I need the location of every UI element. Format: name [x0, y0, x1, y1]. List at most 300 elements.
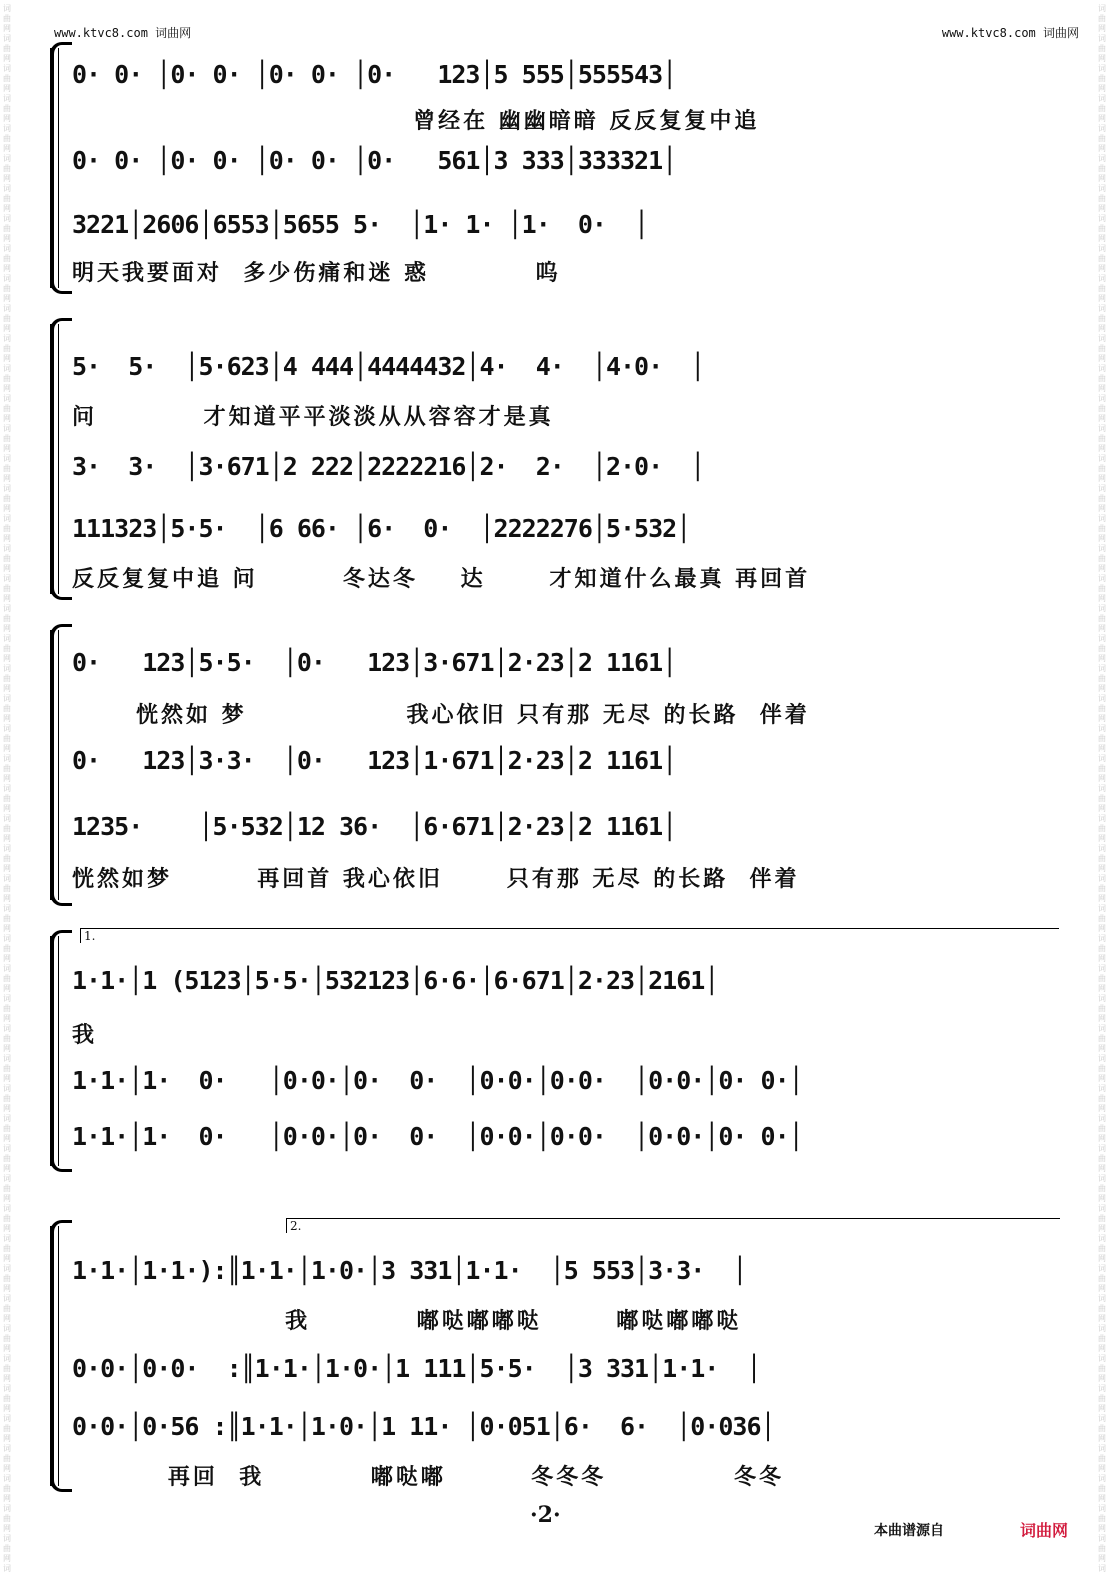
watermark-glyph: 网 [1098, 1224, 1106, 1233]
watermark-glyph: 网 [1098, 1494, 1106, 1503]
watermark-glyph: 词 [1098, 1024, 1106, 1033]
lyric-line: 明天我要面对 多少伤痛和迷 惑 呜 [72, 261, 561, 286]
watermark-glyph: 网 [1098, 1404, 1106, 1413]
watermark-glyph: 网 [1098, 1554, 1106, 1563]
watermark-glyph: 词 [3, 34, 11, 43]
watermark-glyph: 词 [3, 1564, 11, 1573]
watermark-glyph: 网 [1098, 354, 1106, 363]
watermark-glyph: 词 [3, 94, 11, 103]
watermark-glyph: 曲 [3, 764, 11, 773]
watermark-glyph: 网 [1098, 414, 1106, 423]
watermark-glyph: 曲 [1098, 884, 1106, 893]
watermark-glyph: 网 [1098, 24, 1106, 33]
watermark-glyph: 词 [3, 274, 11, 283]
watermark-glyph: 词 [3, 304, 11, 313]
watermark-glyph: 词 [3, 394, 11, 403]
watermark-glyph: 网 [1098, 1134, 1106, 1143]
watermark-glyph: 词 [3, 934, 11, 943]
watermark-glyph: 词 [1098, 634, 1106, 643]
watermark-glyph: 曲 [3, 1334, 11, 1343]
watermark-glyph: 词 [1098, 1294, 1106, 1303]
watermark-glyph: 曲 [3, 1004, 11, 1013]
watermark-glyph: 网 [3, 1494, 11, 1503]
watermark-glyph: 曲 [3, 1544, 11, 1553]
watermark-glyph: 词 [3, 1444, 11, 1453]
watermark-glyph: 词 [1098, 94, 1106, 103]
watermark-glyph: 网 [1098, 1524, 1106, 1533]
watermark-glyph: 词 [3, 4, 11, 13]
watermark-glyph: 网 [3, 714, 11, 723]
watermark-glyph: 曲 [3, 254, 11, 263]
watermark-glyph: 词 [3, 694, 11, 703]
watermark-glyph: 网 [3, 1104, 11, 1113]
watermark-glyph: 网 [3, 1194, 11, 1203]
watermark-glyph: 网 [3, 324, 11, 333]
score-system-1 [50, 44, 1060, 294]
watermark-glyph: 词 [3, 124, 11, 133]
lyric-line: 问 才知道平平淡淡从从容容才是真 [72, 405, 554, 430]
lyric-line: 恍然如 梦 我心依旧 只有那 无尽 的长路 伴着 [72, 703, 810, 728]
watermark-glyph: 词 [1098, 1414, 1106, 1423]
watermark-glyph: 曲 [1098, 1304, 1106, 1313]
watermark-glyph: 词 [1098, 1144, 1106, 1153]
watermark-glyph: 网 [1098, 744, 1106, 753]
watermark-glyph: 词 [1098, 724, 1106, 733]
watermark-glyph: 曲 [1098, 584, 1106, 593]
watermark-glyph: 网 [1098, 1104, 1106, 1113]
watermark-glyph: 词 [3, 574, 11, 583]
watermark-glyph: 词 [1098, 964, 1106, 973]
watermark-glyph: 词 [1098, 904, 1106, 913]
watermark-glyph: 网 [1098, 864, 1106, 873]
watermark-glyph: 词 [1098, 484, 1106, 493]
watermark-glyph: 词 [3, 214, 11, 223]
watermark-glyph: 词 [3, 1294, 11, 1303]
watermark-glyph: 词 [3, 364, 11, 373]
watermark-glyph: 词 [1098, 544, 1106, 553]
watermark-glyph: 曲 [1098, 974, 1106, 983]
lyric-line: 我 嘟哒嘟嘟哒 嘟哒嘟嘟哒 [72, 1309, 742, 1334]
watermark-glyph: 网 [3, 954, 11, 963]
watermark-glyph: 词 [3, 1144, 11, 1153]
watermark-glyph: 词 [1098, 424, 1106, 433]
watermark-glyph: 曲 [1098, 314, 1106, 323]
watermark-glyph: 曲 [3, 494, 11, 503]
right-margin-watermark [1097, 0, 1111, 1578]
watermark-glyph: 网 [3, 1254, 11, 1263]
watermark-glyph: 词 [3, 1234, 11, 1243]
watermark-glyph: 词 [1098, 1324, 1106, 1333]
watermark-glyph: 曲 [3, 44, 11, 53]
watermark-glyph: 曲 [3, 854, 11, 863]
watermark-glyph: 曲 [1098, 284, 1106, 293]
watermark-glyph: 网 [1098, 204, 1106, 213]
watermark-glyph: 词 [3, 484, 11, 493]
watermark-glyph: 网 [1098, 114, 1106, 123]
watermark-glyph: 网 [3, 1374, 11, 1383]
watermark-glyph: 曲 [1098, 464, 1106, 473]
watermark-glyph: 曲 [3, 464, 11, 473]
watermark-glyph: 网 [1098, 1194, 1106, 1203]
score-system-3 [50, 618, 1060, 908]
watermark-glyph: 网 [3, 354, 11, 363]
watermark-glyph: 词 [3, 184, 11, 193]
watermark-glyph: 词 [1098, 874, 1106, 883]
watermark-glyph: 曲 [1098, 764, 1106, 773]
watermark-glyph: 网 [1098, 324, 1106, 333]
watermark-glyph: 词 [1098, 1174, 1106, 1183]
watermark-glyph: 网 [3, 1284, 11, 1293]
watermark-glyph: 曲 [1098, 794, 1106, 803]
watermark-glyph: 曲 [3, 704, 11, 713]
watermark-glyph: 词 [3, 514, 11, 523]
watermark-glyph: 曲 [1098, 1154, 1106, 1163]
watermark-glyph: 词 [1098, 244, 1106, 253]
watermark-glyph: 网 [3, 174, 11, 183]
watermark-glyph: 网 [3, 894, 11, 903]
watermark-glyph: 网 [1098, 474, 1106, 483]
watermark-glyph: 曲 [3, 674, 11, 683]
watermark-glyph: 网 [1098, 1344, 1106, 1353]
watermark-glyph: 曲 [3, 1484, 11, 1493]
watermark-glyph: 网 [1098, 534, 1106, 543]
watermark-glyph: 曲 [1098, 1424, 1106, 1433]
watermark-glyph: 词 [1098, 994, 1106, 1003]
watermark-glyph: 曲 [3, 404, 11, 413]
watermark-glyph: 词 [1098, 1384, 1106, 1393]
watermark-glyph: 曲 [1098, 704, 1106, 713]
watermark-glyph: 曲 [1098, 554, 1106, 563]
watermark-glyph: 词 [1098, 4, 1106, 13]
watermark-glyph: 曲 [3, 1094, 11, 1103]
watermark-glyph: 曲 [3, 1214, 11, 1223]
watermark-glyph: 曲 [1098, 944, 1106, 953]
watermark-glyph: 网 [3, 444, 11, 453]
watermark-glyph: 词 [1098, 1204, 1106, 1213]
watermark-glyph: 词 [3, 244, 11, 253]
watermark-glyph: 曲 [3, 314, 11, 323]
watermark-glyph: 曲 [1098, 1004, 1106, 1013]
watermark-glyph: 曲 [3, 284, 11, 293]
watermark-glyph: 网 [3, 234, 11, 243]
watermark-glyph: 网 [3, 534, 11, 543]
header-site-left[interactable]: www.ktvc8.com 词曲网 [54, 26, 192, 40]
watermark-glyph: 词 [3, 1474, 11, 1483]
watermark-glyph: 词 [3, 1264, 11, 1273]
watermark-glyph: 网 [1098, 804, 1106, 813]
footer-logo[interactable]: 词曲网 [1020, 1521, 1069, 1540]
watermark-glyph: 网 [1098, 1284, 1106, 1293]
watermark-glyph: 网 [3, 1404, 11, 1413]
watermark-glyph: 网 [3, 1224, 11, 1233]
watermark-glyph: 网 [3, 114, 11, 123]
watermark-glyph: 曲 [3, 824, 11, 833]
watermark-glyph: 网 [1098, 984, 1106, 993]
watermark-glyph: 曲 [1098, 494, 1106, 503]
left-margin-watermark [2, 0, 16, 1578]
watermark-glyph: 网 [1098, 504, 1106, 513]
watermark-glyph: 网 [3, 84, 11, 93]
watermark-glyph: 词 [3, 754, 11, 763]
watermark-glyph: 曲 [3, 1244, 11, 1253]
watermark-glyph: 曲 [3, 974, 11, 983]
watermark-glyph: 网 [3, 1434, 11, 1443]
watermark-glyph: 曲 [1098, 104, 1106, 113]
watermark-glyph: 曲 [1098, 1544, 1106, 1553]
watermark-glyph: 曲 [3, 644, 11, 653]
watermark-glyph: 网 [3, 384, 11, 393]
watermark-glyph: 网 [1098, 894, 1106, 903]
watermark-glyph: 网 [1098, 144, 1106, 153]
watermark-glyph: 网 [3, 414, 11, 423]
watermark-glyph: 曲 [3, 794, 11, 803]
watermark-glyph: 曲 [3, 1124, 11, 1133]
watermark-glyph: 曲 [1098, 74, 1106, 83]
watermark-glyph: 曲 [1098, 1094, 1106, 1103]
watermark-glyph: 网 [3, 624, 11, 633]
watermark-glyph: 曲 [3, 164, 11, 173]
watermark-glyph: 网 [3, 204, 11, 213]
watermark-glyph: 网 [1098, 1464, 1106, 1473]
watermark-glyph: 曲 [1098, 1064, 1106, 1073]
watermark-glyph: 曲 [1098, 1214, 1106, 1223]
watermark-glyph: 网 [3, 744, 11, 753]
watermark-glyph: 网 [1098, 1254, 1106, 1263]
volta-2-bracket: 2. [286, 1218, 1060, 1233]
watermark-glyph: 曲 [1098, 824, 1106, 833]
watermark-glyph: 词 [3, 1354, 11, 1363]
alto-line: 0· 123│3·3· │0· 123│1·671│2·23│2 1161│ [72, 746, 677, 775]
watermark-glyph: 曲 [3, 1394, 11, 1403]
bass-line: 1235· │5·532│12 36· │6·671│2·23│2 1161│ [72, 812, 677, 841]
watermark-glyph: 词 [1098, 1354, 1106, 1363]
watermark-glyph: 词 [3, 1204, 11, 1213]
watermark-glyph: 词 [3, 1054, 11, 1063]
bass-line: 3221│2606│6553│5655 5· │1· 1· │1· 0· │ [72, 210, 649, 239]
watermark-glyph: 网 [3, 924, 11, 933]
watermark-glyph: 网 [1098, 54, 1106, 63]
watermark-glyph: 曲 [1098, 1184, 1106, 1193]
watermark-glyph: 网 [3, 504, 11, 513]
watermark-glyph: 网 [3, 804, 11, 813]
watermark-glyph: 曲 [3, 734, 11, 743]
watermark-glyph: 曲 [1098, 134, 1106, 143]
watermark-glyph: 词 [1098, 64, 1106, 73]
watermark-glyph: 词 [3, 1414, 11, 1423]
watermark-glyph: 词 [1098, 1084, 1106, 1093]
volta-1-bracket: 1. [80, 928, 1059, 943]
watermark-glyph: 词 [1098, 34, 1106, 43]
watermark-glyph: 曲 [1098, 914, 1106, 923]
watermark-glyph: 网 [3, 1314, 11, 1323]
watermark-glyph: 网 [3, 264, 11, 273]
watermark-glyph: 词 [3, 634, 11, 643]
lyric-line: 曾经在 幽幽暗暗 反反复复中追 [72, 109, 760, 134]
watermark-glyph: 曲 [1098, 734, 1106, 743]
watermark-glyph: 词 [3, 904, 11, 913]
watermark-glyph: 网 [3, 1164, 11, 1173]
watermark-glyph: 词 [3, 1114, 11, 1123]
watermark-glyph: 网 [3, 1464, 11, 1473]
watermark-glyph: 词 [1098, 364, 1106, 373]
watermark-glyph: 网 [1098, 444, 1106, 453]
watermark-glyph: 网 [3, 1134, 11, 1143]
score-system-4 [50, 928, 1060, 1178]
watermark-glyph: 词 [1098, 1564, 1106, 1573]
watermark-glyph: 词 [1098, 1474, 1106, 1483]
watermark-glyph: 词 [3, 964, 11, 973]
watermark-glyph: 网 [1098, 1164, 1106, 1173]
watermark-glyph: 曲 [1098, 1274, 1106, 1283]
watermark-glyph: 网 [3, 144, 11, 153]
watermark-glyph: 网 [1098, 1044, 1106, 1053]
alto-line: 1·1·│1· 0· │0·0·│0· 0· │0·0·│0·0· │0·0·│0· 0·│ [72, 1066, 803, 1095]
footer-source-text: 本曲谱源自 [874, 1523, 944, 1539]
watermark-glyph: 词 [3, 154, 11, 163]
watermark-glyph: 曲 [3, 884, 11, 893]
watermark-glyph: 网 [1098, 954, 1106, 963]
watermark-glyph: 词 [1098, 754, 1106, 763]
watermark-glyph: 词 [1098, 454, 1106, 463]
score-system-5 [50, 1218, 1060, 1490]
score-system-2 [50, 318, 1060, 598]
watermark-glyph: 曲 [1098, 614, 1106, 623]
watermark-glyph: 网 [3, 984, 11, 993]
watermark-glyph: 词 [1098, 1264, 1106, 1273]
watermark-glyph: 词 [1098, 514, 1106, 523]
watermark-glyph: 曲 [1098, 1514, 1106, 1523]
watermark-glyph: 网 [3, 594, 11, 603]
page-number: ·2· [530, 1502, 561, 1528]
watermark-glyph: 网 [1098, 384, 1106, 393]
watermark-glyph: 网 [3, 1554, 11, 1563]
watermark-glyph: 曲 [1098, 344, 1106, 353]
watermark-glyph: 曲 [1098, 224, 1106, 233]
lyric-line: 反反复复中追 问 冬达冬 达 才知道什么最真 再回首 [72, 567, 811, 592]
watermark-glyph: 词 [3, 1504, 11, 1513]
watermark-glyph: 曲 [3, 14, 11, 23]
watermark-glyph: 曲 [1098, 254, 1106, 263]
watermark-glyph: 词 [1098, 1444, 1106, 1453]
watermark-glyph: 词 [1098, 214, 1106, 223]
watermark-glyph: 词 [3, 1024, 11, 1033]
watermark-glyph: 词 [3, 1084, 11, 1093]
watermark-glyph: 曲 [3, 1184, 11, 1193]
watermark-glyph: 词 [1098, 154, 1106, 163]
watermark-glyph: 曲 [1098, 404, 1106, 413]
watermark-glyph: 词 [1098, 124, 1106, 133]
watermark-glyph: 网 [1098, 774, 1106, 783]
watermark-glyph: 曲 [1098, 644, 1106, 653]
alto-line: 3· 3· │3·671│2 222│2222216│2· 2· │2·0· │ [72, 452, 705, 481]
watermark-glyph: 词 [3, 814, 11, 823]
watermark-glyph: 词 [3, 1324, 11, 1333]
watermark-glyph: 词 [1098, 694, 1106, 703]
watermark-glyph: 词 [1098, 274, 1106, 283]
soprano-line: 1·1·│1 (5123│5·5·│532123│6·6·│6·671│2·23│2161│ [72, 966, 719, 995]
watermark-glyph: 网 [1098, 714, 1106, 723]
watermark-glyph: 曲 [1098, 194, 1106, 203]
alto-line: 0·0·│0·0· :║1·1·│1·0·│1 111│5·5· │3 331│1·1· │ [72, 1354, 761, 1383]
watermark-glyph: 网 [1098, 294, 1106, 303]
watermark-glyph: 网 [1098, 1314, 1106, 1323]
lyric-line: 恍然如梦 再回首 我心依旧 只有那 无尽 的长路 伴着 [72, 867, 800, 892]
watermark-glyph: 网 [1098, 654, 1106, 663]
watermark-glyph: 曲 [3, 944, 11, 953]
watermark-glyph: 词 [3, 544, 11, 553]
watermark-glyph: 网 [3, 684, 11, 693]
soprano-line: 1·1·│1·1·):║1·1·│1·0·│3 331│1·1· │5 553│3·3· │ [72, 1256, 747, 1285]
watermark-glyph: 曲 [1098, 1124, 1106, 1133]
watermark-glyph: 曲 [3, 1514, 11, 1523]
watermark-glyph: 词 [1098, 664, 1106, 673]
watermark-glyph: 词 [3, 664, 11, 673]
watermark-glyph: 曲 [1098, 44, 1106, 53]
watermark-glyph: 网 [3, 864, 11, 873]
watermark-glyph: 曲 [1098, 1034, 1106, 1043]
watermark-glyph: 词 [3, 334, 11, 343]
watermark-glyph: 词 [3, 994, 11, 1003]
watermark-glyph: 词 [3, 64, 11, 73]
watermark-glyph: 曲 [1098, 1484, 1106, 1493]
watermark-glyph: 网 [1098, 234, 1106, 243]
watermark-glyph: 网 [3, 1524, 11, 1533]
watermark-glyph: 曲 [1098, 1394, 1106, 1403]
watermark-glyph: 曲 [3, 1424, 11, 1433]
watermark-glyph: 词 [1098, 784, 1106, 793]
watermark-glyph: 词 [1098, 184, 1106, 193]
watermark-glyph: 网 [3, 1074, 11, 1083]
header-site-right[interactable]: www.ktvc8.com 词曲网 [941, 26, 1079, 40]
watermark-glyph: 曲 [3, 74, 11, 83]
watermark-glyph: 曲 [1098, 1334, 1106, 1343]
bass-line: 0·0·│0·56 :║1·1·│1·0·│1 11· │0·051│6· 6· │0·036│ [72, 1412, 775, 1441]
watermark-glyph: 词 [1098, 1114, 1106, 1123]
bass-line: 1·1·│1· 0· │0·0·│0· 0· │0·0·│0·0· │0·0·│0· 0·│ [72, 1122, 803, 1151]
watermark-glyph: 网 [1098, 1014, 1106, 1023]
watermark-glyph: 曲 [3, 134, 11, 143]
watermark-glyph: 网 [1098, 594, 1106, 603]
watermark-glyph: 曲 [1098, 524, 1106, 533]
watermark-glyph: 词 [3, 1534, 11, 1543]
watermark-glyph: 曲 [3, 1454, 11, 1463]
watermark-glyph: 词 [3, 1384, 11, 1393]
watermark-glyph: 网 [1098, 834, 1106, 843]
watermark-glyph: 曲 [1098, 1364, 1106, 1373]
watermark-glyph: 曲 [3, 584, 11, 593]
watermark-glyph: 网 [3, 1044, 11, 1053]
watermark-glyph: 曲 [3, 1304, 11, 1313]
watermark-glyph: 曲 [3, 224, 11, 233]
watermark-glyph: 网 [1098, 684, 1106, 693]
watermark-glyph: 曲 [3, 1274, 11, 1283]
watermark-glyph: 曲 [1098, 1244, 1106, 1253]
watermark-glyph: 曲 [3, 554, 11, 563]
watermark-glyph: 网 [3, 834, 11, 843]
watermark-glyph: 曲 [3, 914, 11, 923]
watermark-glyph: 曲 [1098, 1454, 1106, 1463]
watermark-glyph: 曲 [3, 1064, 11, 1073]
watermark-glyph: 词 [3, 784, 11, 793]
watermark-glyph: 网 [3, 1344, 11, 1353]
watermark-glyph: 网 [1098, 174, 1106, 183]
alto-line: 0· 0· │0· 0· │0· 0· │0· 561│3 333│333321│ [72, 146, 677, 175]
watermark-glyph: 网 [3, 564, 11, 573]
watermark-glyph: 网 [1098, 1434, 1106, 1443]
watermark-glyph: 网 [1098, 924, 1106, 933]
watermark-glyph: 曲 [1098, 854, 1106, 863]
lyric-line: 再回 我 嘟哒嘟 冬冬冬 冬冬 [72, 1465, 785, 1490]
